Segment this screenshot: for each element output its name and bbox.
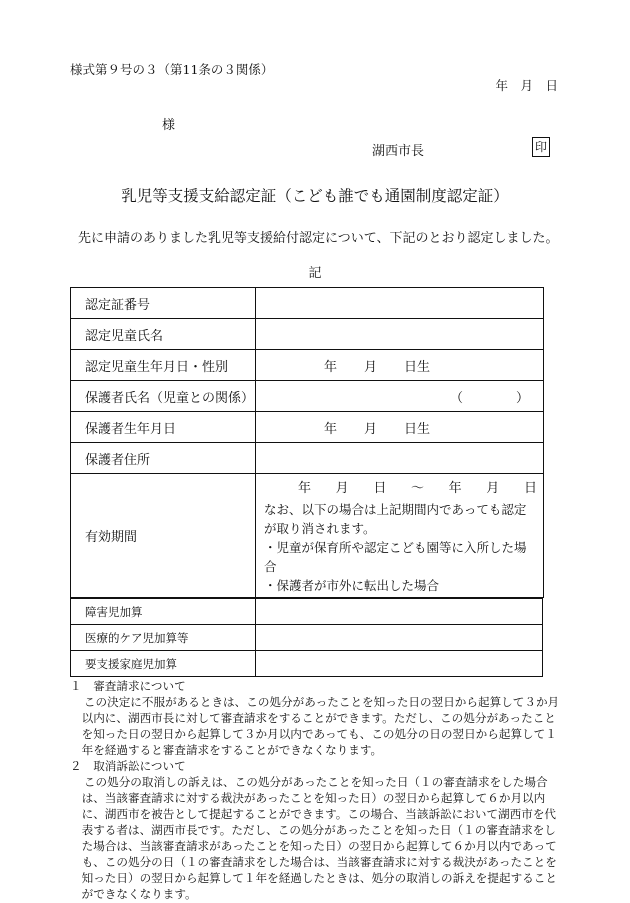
cert-number-value	[256, 288, 544, 319]
notes-section	[70, 678, 565, 902]
child-name-value	[256, 319, 544, 350]
validity-bullet: ・保護者が市外に転出した場合	[264, 578, 440, 593]
start-day: 日	[373, 481, 387, 496]
child-birth-value	[256, 350, 544, 381]
table-row	[71, 412, 544, 443]
validity-bullet: ・児童が保育所や認定こども園等に入所した場合	[264, 540, 527, 574]
birth-day-mark: 日生	[404, 359, 431, 375]
cert-number-label: 認定証番号	[71, 288, 256, 319]
guardian-name-value	[256, 381, 544, 412]
note-2-title: ２ 取消訴訟について	[70, 759, 186, 773]
additions-table	[70, 598, 543, 677]
issue-date: 年 月 日	[495, 78, 558, 93]
table-row	[71, 350, 544, 381]
note-2-body: この処分の取消しの訴えは、この処分があったことを知った日（１の審査請求をした場合は、当該審査請求に対する裁決があったことを知った日）の翌日から起算して６か月以内に、湖西市を被告として提起することができます。この場合、当該訴訟において湖西市を代表する者は、湖西市長です。ただし、この処分があったことを知った日（１の審査請求をした場合は、当該審査請求があったことを知った日）の翌日から起算して６か月以内であっても、この処分の日（１の審査請求をした場合は、当該審査請求に対する裁決があったことを知った日）の翌日から起算して１年を経過したときは、処分の取消しの訴えを提起することができなくなります。	[81, 775, 557, 901]
month-mark: 月	[364, 421, 378, 437]
guardian-address-label: 保護者住所	[71, 443, 256, 474]
table-row	[71, 599, 543, 625]
table-row	[71, 474, 544, 598]
addition-label: 障害児加算	[71, 599, 256, 625]
child-name-label: 認定児童氏名	[71, 319, 256, 350]
form-number: 様式第９号の３（第11条の３関係）	[70, 62, 274, 77]
guardian-birth-label: 保護者生年月日	[71, 412, 256, 443]
validity-value	[256, 474, 544, 598]
table-row	[71, 381, 544, 412]
start-month: 月	[335, 481, 349, 496]
table-row	[71, 625, 543, 651]
year-mark: 年	[324, 359, 338, 375]
table-row	[71, 443, 544, 474]
table-row	[71, 319, 544, 350]
year-mark: 年	[324, 421, 338, 437]
end-year: 年	[448, 481, 462, 496]
relation-close: ）	[515, 390, 529, 406]
month-mark: 月	[364, 359, 378, 375]
table-row	[71, 651, 543, 677]
document-title: 乳児等支援支給認定証（こども誰でも通園制度認定証）	[121, 187, 509, 205]
certificate-table	[70, 287, 544, 598]
end-month: 月	[486, 481, 500, 496]
addition-label: 医療的ケア児加算等	[71, 625, 256, 651]
validity-label: 有効期間	[71, 474, 256, 598]
seal-box: 印	[532, 137, 550, 157]
addition-label: 要支援家庭児加算	[71, 651, 256, 677]
birth-day-mark: 日生	[404, 421, 431, 437]
guardian-name-label: 保護者氏名（児童との関係）	[71, 381, 256, 412]
addition-value	[256, 599, 543, 625]
range-tilde: ～	[410, 481, 424, 496]
end-day: 日	[523, 481, 537, 496]
note-1-body: この決定に不服があるときは、この処分があったことを知った日の翌日から起算して３か月以内に、湖西市長に対して審査請求をすることができます。ただし、この処分があったことを知った日の翌日から起算して３か月以内であっても、この処分の日の翌日から起算して１年を経過すると審査請求をすることができなくなります。	[81, 695, 560, 757]
addressee-suffix: 様	[162, 118, 176, 133]
table-row	[71, 288, 544, 319]
guardian-address-value	[256, 443, 544, 474]
validity-note: なお、以下の場合は上記期間内であっても認定が取り消されます。	[264, 502, 527, 536]
relation-open: （	[449, 390, 463, 406]
ki-heading: 記	[308, 266, 322, 281]
child-birth-label: 認定児童生年月日・性別	[71, 350, 256, 381]
issuer-name: 湖西市長	[372, 144, 425, 159]
start-year: 年	[298, 481, 312, 496]
note-1-title: １ 審査請求について	[70, 679, 186, 693]
addition-value	[256, 625, 543, 651]
addition-value	[256, 651, 543, 677]
intro-text: 先に申請のありました乳児等支援給付認定について、下記のとおり認定しました。	[78, 231, 559, 246]
guardian-birth-value	[256, 412, 544, 443]
